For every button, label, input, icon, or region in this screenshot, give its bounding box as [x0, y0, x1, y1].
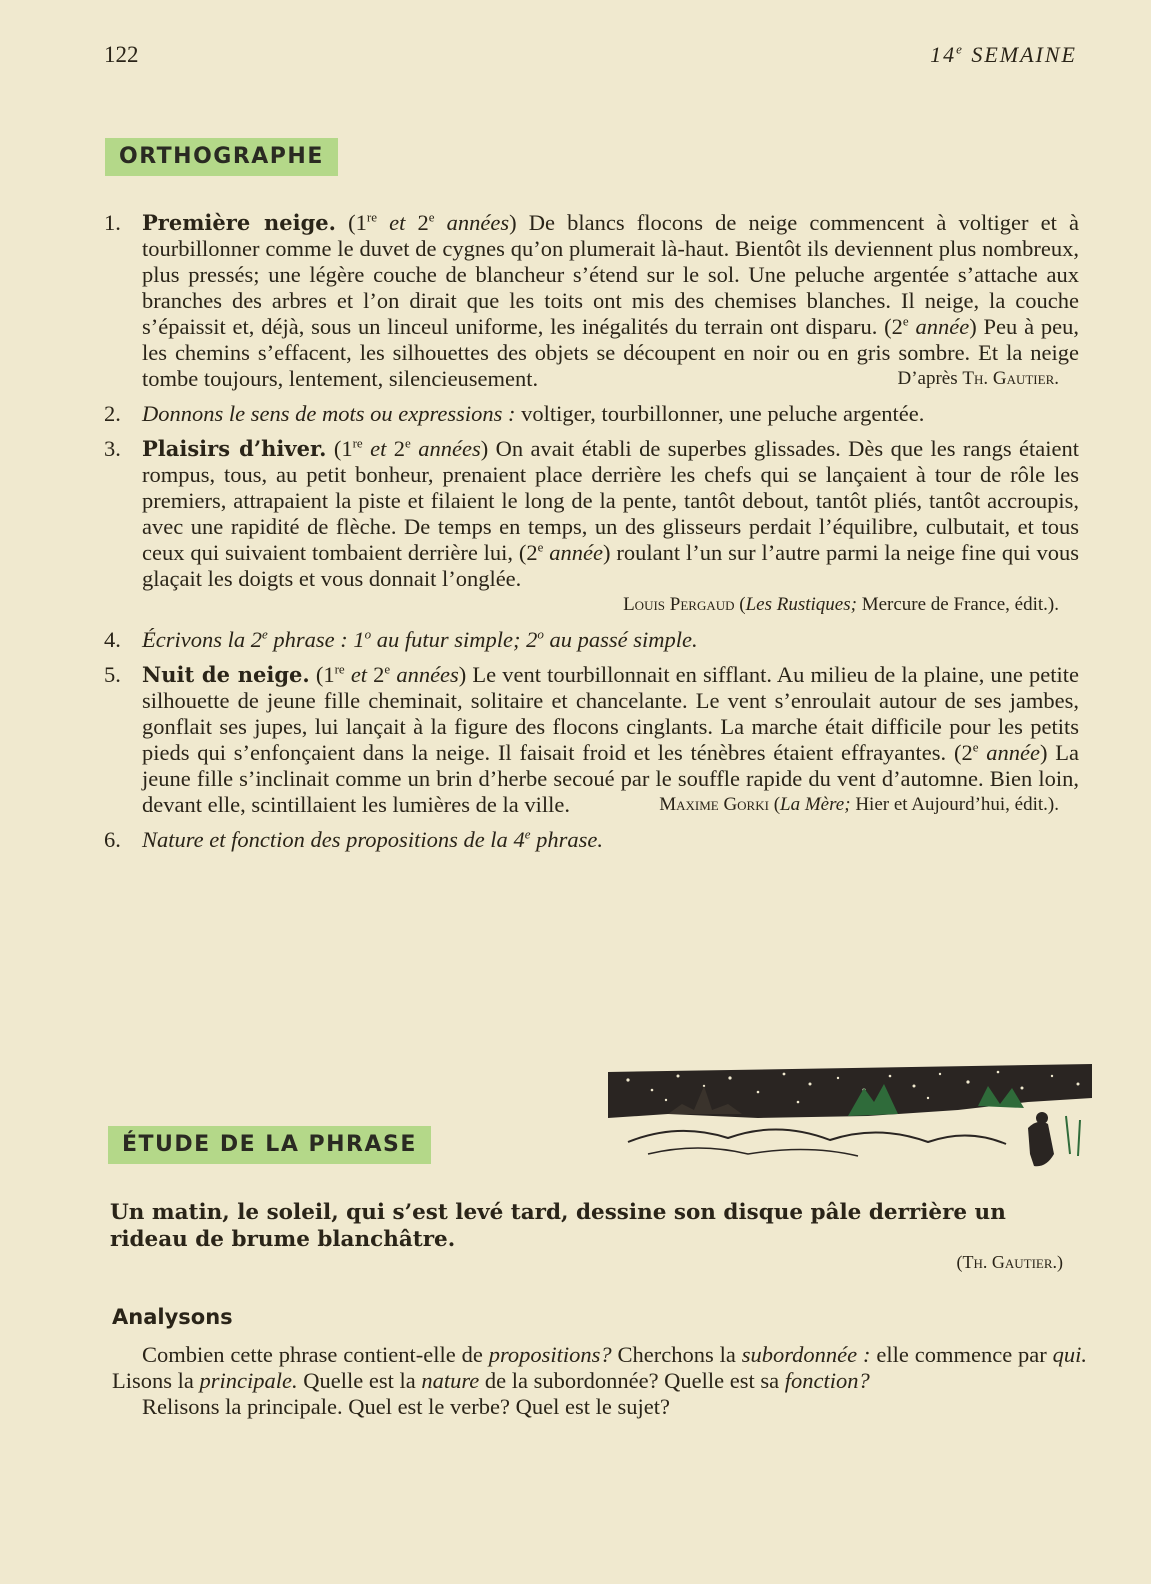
page-header — [104, 42, 1077, 72]
exercise-5-text: Nuit de neige. (1re et 2e années) Le vent tourbillonnait en sifflant. Au milieu de la plaine, une petite silhouette de jeune fille cheminait, solitaire et chancelante. Le vent s’enroulait autour de ses jambes, gonflait ses jupes, lui lançait à la figure des flocons cinglants. La marche était difficile pour les petits pieds qui s’enfonçaient dans la neige. Il faisait froid et les ténèbres étaient effrayantes. (2e année) La jeune fille s’inclinait comme un brin d’herbe secoué par le souffle rapide du vent d’automne. Bien loin, devant elle, scintillaient les lumières de la ville. — [142, 661, 1080, 817]
analysons-paragraph-1: Combien cette phrase contient-elle de propositions? Cherchons la subordonnée : elle commence par qui. Lisons la principale. Quelle est la nature de la subordonnée? Quelle est sa fonction? — [112, 1342, 1088, 1393]
exercise-6-text: Nature et fonction des propositions de la 4e phrase. — [142, 826, 603, 852]
analysons-paragraph-2: Relisons la principale. Quel est le verbe? Quel est le sujet? — [142, 1394, 670, 1419]
exercise-2-text: Donnons le sens de mots ou expressions : voltiger, tourbillonner, une peluche argentée. — [142, 401, 925, 426]
section-heading-orthographe: ORTHOGRAPHE — [105, 138, 338, 176]
section-heading-etude-de-la-phrase: ÉTUDE DE LA PHRASE — [108, 1126, 431, 1164]
exercise-3: 3. Plaisirs d’hiver. (1re et 2e années) On avait établi de superbes glissades. Dès que les rangs étaient rompus, tous, au petit bonheur, prenaient place derrière les chefs qui se lançaient à tour de rôle les premiers, attrapaient la piste et filaient le long de la pente, tantôt debout, tantôt pliés, tantôt accroupis, avec une rapidité de flèche. De temps en temps, un des glisseurs perdait l’équilibre, culbutait, et tous ceux qui suivaient tombaient derrière lui, (2e année) roulant l’un sur l’autre parmi la neige fine qui vous glaçait les doigts et vous donnait l’onglée. Louis Pergaud (Les Rustiques; Mercure de France, édit.). — [104, 436, 1079, 618]
analysons-text — [112, 1342, 1087, 1420]
study-sentence-source: (Th. Gautier.) — [956, 1252, 1063, 1272]
exercise-5: 5. Nuit de neige. (1re et 2e années) Le vent tourbillonnait en sifflant. Au milieu de la plaine, une petite silhouette de jeune fille cheminait, solitaire et chancelante. Le vent s’enroulait autour de ses jambes, gonflait ses jupes, lui lançait à la figure des flocons cinglants. La marche était difficile pour les petits pieds qui s’enfonçaient dans la neige. Il faisait froid et les ténèbres étaient effrayantes. (2e année) La jeune fille s’inclinait comme un brin d’herbe secoué par le souffle rapide du vent d’automne. Bien loin, devant elle, scintillaient les lumières de la ville. Maxime Gorki (La Mère; Hier et Aujourd’hui, édit.). — [104, 661, 1080, 817]
winter-night-village-icon — [608, 1058, 1092, 1176]
exercise-3-source: Louis Pergaud (Les Rustiques; Mercure de France, édit.). — [623, 594, 1059, 615]
exercise-3-text: Plaisirs d’hiver. (1re et 2e années) On avait établi de superbes glissades. Dès que les rangs étaient rompus, tous, au petit bonheur, prenaient place derrière les chefs qui se lançaient à tour de rôle les premiers, attrapaient la piste et filaient le long de la pente, tantôt debout, tantôt pliés, tantôt accroupis, avec une rapidité de flèche. De temps en temps, un des glisseurs perdait l’équilibre, culbutait, et tous ceux qui suivaient tombaient derrière lui, (2e année) roulant l’un sur l’autre parmi la neige fine qui vous glaçait les doigts et vous donnait l’onglée. — [142, 435, 1080, 591]
exercise-5-source: Maxime Gorki (La Mère; Hier et Aujourd’hui, édit.). — [659, 794, 1059, 815]
exercise-4: 4. Écrivons la 2e phrase : 1$^o$ au futur simple; 2$^o$ au passé simple. — [104, 627, 1079, 653]
orthographe-exercises — [104, 210, 1079, 853]
exercise-1-text: Première neige. (1re et 2e années) De blancs flocons de neige commencent à voltiger et à tourbillonner comme le duvet de cygnes qu’on plumerait là-haut. Bientôt ils deviennent plus nombreux, plus pressés; une légère couche de blancheur s’étend sur le sol. Une peluche argentée s’attache aux branches des arbres et l’on dirait que les toits ont mis des chemises blanches. Il neige, la couche s’épaissit et, déjà, sous un linceul uniforme, les inégalités du terrain ont disparu. (2e année) Peu à peu, les chemins s’effacent, les silhouettes des objets se découpent en noir ou en gris sombre. Et la neige tombe toujours, lentement, silencieusement. — [142, 209, 1080, 391]
exercise-2: 2. Donnons le sens de mots ou expressions : voltiger, tourbillonner, une peluche argentée. — [104, 401, 1079, 427]
exercise-6: 6. Nature et fonction des propositions de la 4e phrase. — [104, 827, 1079, 853]
exercise-1-source: D’après Th. Gautier. — [897, 368, 1059, 389]
week-label: 14e SEMAINE — [930, 41, 1077, 67]
analysons-heading: Analysons — [112, 1305, 233, 1329]
exercise-1: 1. Première neige. (1re et 2e années) De blancs flocons de neige commencent à voltiger et à tourbillonner comme le duvet de cygnes qu’on plumerait là-haut. Bientôt ils deviennent plus nombreux, plus pressés; une légère couche de blancheur s’étend sur le sol. Une peluche argentée s’attache aux branches des arbres et l’on dirait que les toits ont mis des chemises blanches. Il neige, la couche s’épaissit et, déjà, sous un linceul uniforme, les inégalités du terrain ont disparu. (2e année) Peu à peu, les chemins s’effacent, les silhouettes des objets se découpent en noir ou en gris sombre. Et la neige tombe toujours, lentement, silencieusement. D’après Th. Gautier. — [104, 209, 1080, 391]
study-sentence: Un matin, le soleil, qui s’est levé tard, dessine son disque pâle derrière un rideau de brume blanchâtre. — [110, 1200, 1006, 1252]
exercise-4-text: Écrivons la 2e phrase : 1$^o$ au futur simple; 2$^o$ au passé simple. — [142, 626, 698, 652]
page-number: 122 — [104, 42, 139, 67]
